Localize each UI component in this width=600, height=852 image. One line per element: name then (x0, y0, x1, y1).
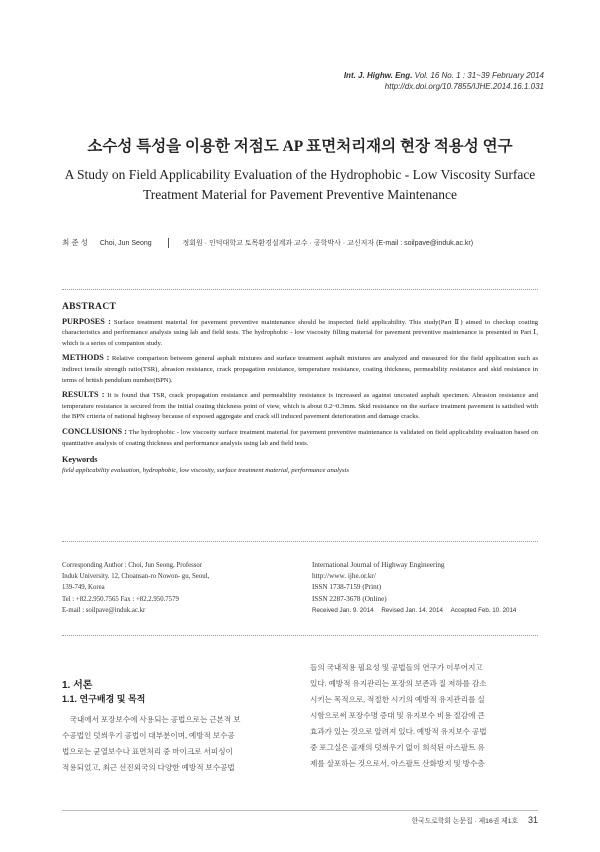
author-line (62, 237, 542, 248)
abstract-results (62, 390, 538, 423)
accepted-date: Accepted Feb. 10. 2014 (450, 606, 517, 614)
publication-issn-print: ISSN 1738-7159 (Print) (312, 583, 382, 592)
title-english-line1: A Study on Field Applicability Evaluation of the Hydrophobic - Low Viscosity Surface (64, 167, 536, 182)
publication-url[interactable]: http://www. ijhe.or.kr/ (312, 572, 376, 581)
abstract-purposes (62, 317, 538, 350)
page-number: 31 (527, 815, 538, 825)
publication-dates (312, 605, 542, 616)
body-line: 효과가 있는 것으로 알려져 있다. 예방적 유지보수 공법 (310, 727, 487, 736)
body-line: 들의 국내적용 필요성 및 공법들의 연구가 이루어지고 (310, 663, 483, 672)
footer-journal: 한국도로학회 논문집 · 제16권 제1호 (411, 818, 519, 825)
received-date: Received Jan. 9. 2014 (312, 606, 374, 614)
publication-issn-online: ISSN 2287-3678 (Online) (312, 594, 387, 603)
keywords-heading: Keywords (62, 455, 98, 465)
journal-header (344, 70, 544, 92)
body-column-right (310, 660, 538, 772)
corresponding-email: E-mail : soilpave@induk.ac.kr (62, 606, 146, 614)
page-footer (412, 815, 538, 825)
body-line: 시함으로써 포장수명 증대 및 유지보수 비용 절감에 큰 (310, 711, 485, 720)
section-heading: 1. 서론 (62, 680, 93, 691)
body-line: 제를 살포하는 것으로서, 아스팔트 산화방지 및 방수층 (310, 759, 485, 768)
divider-bottom (62, 635, 538, 636)
purposes-label: PURPOSES : (62, 316, 111, 326)
corresponding-line: Induk University. 12, Choansan-ro Nowon- gu, Seoul, (62, 573, 210, 581)
body-line: 중 포그실은 골재의 덧씌우기 없이 희석된 아스팔트 유 (310, 743, 485, 752)
abstract-block (62, 302, 538, 476)
title-korean: 소수성 특성을 이용한 저점도 AP 표면처리재의 현장 적용성 연구 (87, 138, 513, 155)
divider-middle (62, 541, 538, 542)
results-label: RESULTS : (62, 390, 105, 400)
body-line: 국내에서 포장보수에 사용되는 공법으로는 근본적 보 (62, 715, 241, 724)
author-name-korean: 최 준 성 (62, 238, 88, 247)
body-column-left (62, 712, 288, 776)
methods-text: Relative comparison between general asphalt mixtures and surface treatment asphalt mixtures are analyzed and measured for the field application such as indirect tensile strength ratio(TSR), abrasion resistance, crack propagation resistance, temperature resistance, coating thickness, permeability resistance and skid resistance in terms of british pendulum number(BPN). (62, 355, 539, 384)
corresponding-author-block (62, 560, 292, 616)
author-affiliation: 정회원 · 인덕대학교 토목환경설계과 교수 · 공학박사 · 교신저자 (E-mail : soilpave@induk.ac.kr) (182, 240, 474, 247)
body-line: 법으로는 균열보수나 표면처리 중 마이크로 서피싱이 (62, 747, 233, 756)
revised-date: Revised Jan. 14. 2014 (381, 606, 443, 614)
subsection-heading: 1.1. 연구배경 및 목적 (62, 694, 146, 704)
publication-journal: International Journal of Highway Engineering (312, 561, 445, 569)
results-text: It is found that TSR, crack propagation resistance and permeability resistance is increased as against uncoated asphalt specimen. Abrasion resistance and temperature resistance is secured from the initial coating thickness point of view, which is about 0.2~0.3mm. Skid resistance on the surface treatment pavement is satisfied with the BPN criteria of national highway because of exposed aggregate and crack sill induced pavement deterioration and damage cracks. (62, 392, 538, 421)
divider-top (62, 289, 538, 290)
body-line: 적용되었고, 최근 선진외국의 다양한 예방적 보수공법 (62, 763, 235, 772)
title-english-line2: Treatment Material for Pavement Preventive Maintenance (142, 187, 458, 202)
conclusions-label: CONCLUSIONS : (62, 426, 128, 436)
abstract-methods (62, 353, 538, 386)
abstract-conclusions (62, 427, 538, 449)
author-separator (168, 238, 169, 248)
corresponding-line: Tel : +82.2.950.7565 Fax : +82.2.950.7579 (62, 595, 179, 603)
methods-label: METHODS : (62, 353, 110, 363)
purposes-text: Surface treatment material for pavement preventive maintenance should be inspected field applicability. This study(Part Ⅱ) aimed to checkup coating characteristics and performance analysis using lab and field tests. The hydrophobic - low viscosity filling material for pavement preventive maintenance is presented in Part Ⅰ, which is a series of companion study. (62, 318, 539, 347)
body-line: 있다. 예방적 유지관리는 포장의 보존과 질 저하를 감소 (310, 679, 487, 688)
corresponding-line: Corresponding Author : Choi, Jun Seong, Professor (62, 562, 203, 569)
author-name-english: Choi, Jun Seong (99, 240, 152, 247)
conclusions-text: The hydrophobic - low viscosity surface treatment material for pavement preventive maintenance is validated on field applicability evaluation based on quantitative analysis of coating thickness and performance analysis using lab and field tests. (62, 428, 538, 447)
body-line: 수공법인 덧씌우기 공법이 대부분이며, 예방적 보수공 (62, 731, 235, 740)
footer-rule (62, 810, 538, 811)
journal-citation: Vol. 16 No. 1 : 31~39 February 2014 (414, 71, 544, 80)
abstract-heading: ABSTRACT (62, 302, 117, 312)
publication-info-block (312, 560, 542, 616)
title-english (60, 165, 540, 205)
journal-doi[interactable]: http://dx.doi.org/10.7855/IJHE.2014.16.1.031 (384, 82, 544, 91)
body-line: 시키는 목적으로, 적절한 시기의 예방적 유지관리를 실 (310, 695, 485, 704)
corresponding-line: 139-749, Korea (62, 584, 105, 592)
keywords-text: field applicability evaluation, hydrophobic, low viscosity, surface treatment material, performance analysis (62, 466, 350, 474)
journal-name: Int. J. Highw. Eng. (343, 71, 413, 80)
